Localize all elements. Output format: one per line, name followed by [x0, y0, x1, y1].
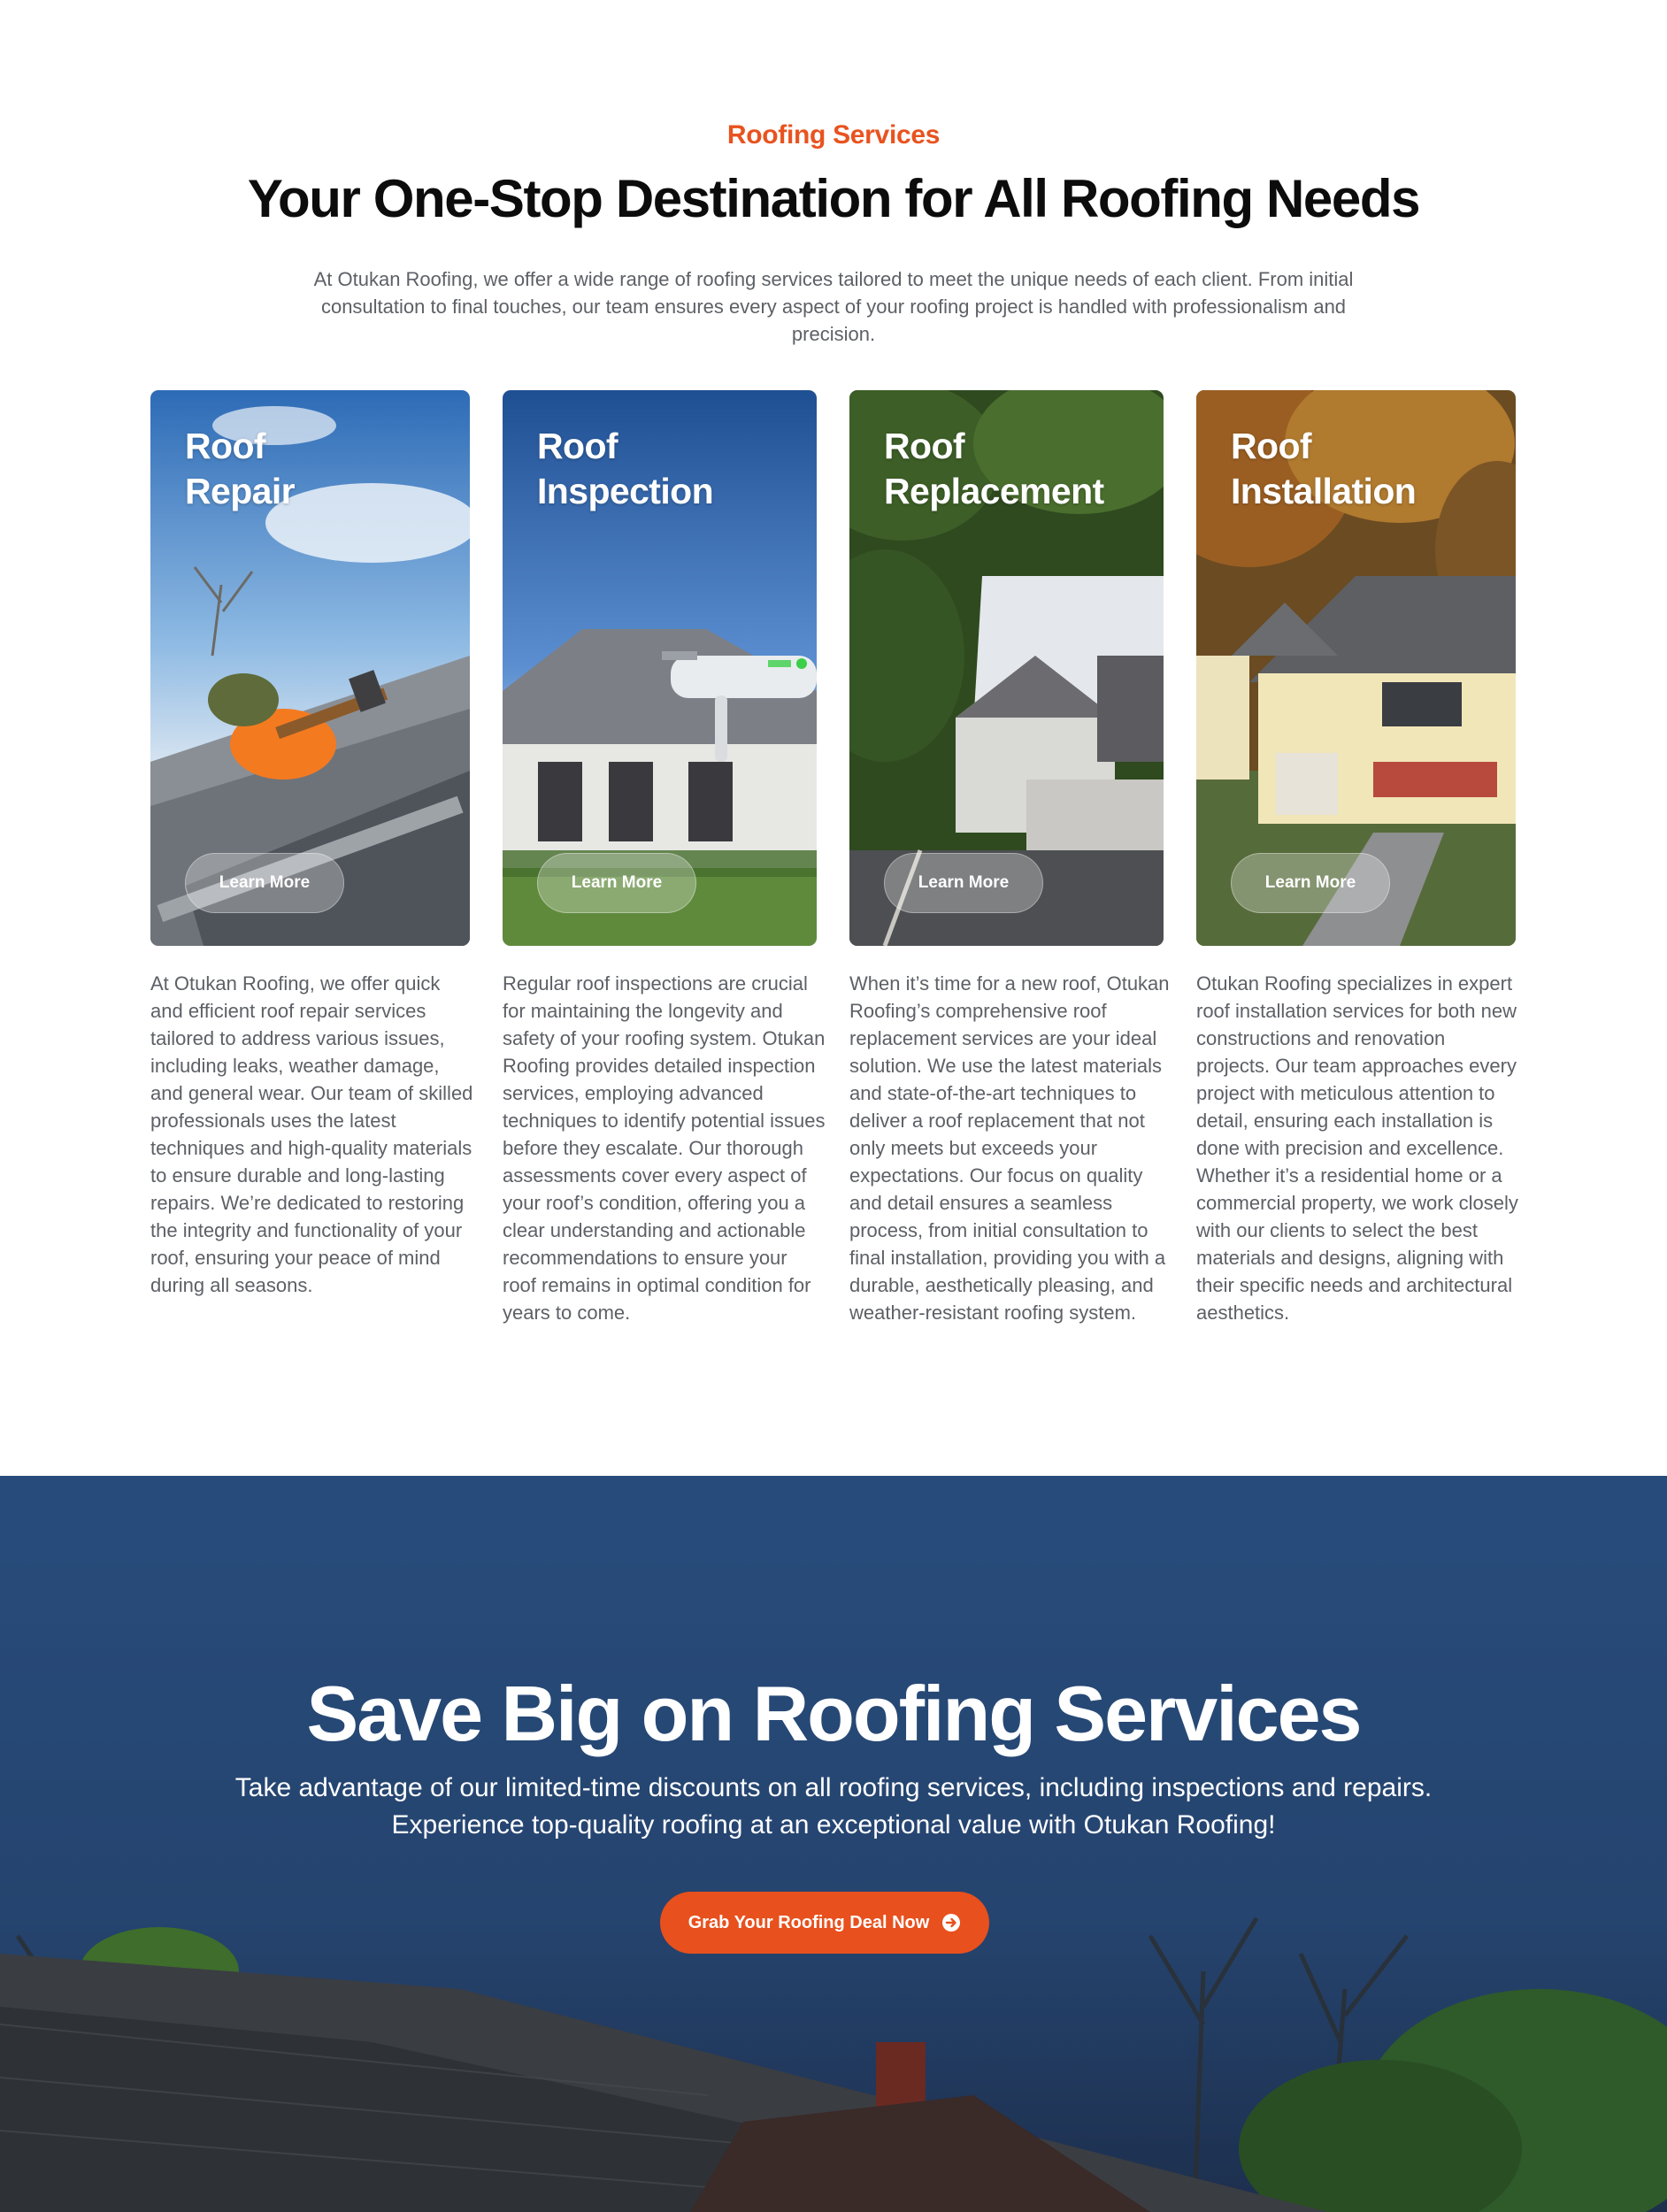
card-title-line: Roof — [185, 426, 265, 466]
promo-background-image — [0, 1476, 1667, 2212]
cta-label: Grab Your Roofing Deal Now — [688, 1912, 930, 1932]
card-title — [1231, 424, 1496, 514]
promo-subtitle-line: Take advantage of our limited-time discounts on all roofing services, including inspections and repairs. — [234, 1773, 1433, 1802]
learn-more-button[interactable]: Learn More — [1231, 853, 1390, 913]
section-title: Your One-Stop Destination for All Roofing Needs — [247, 169, 1420, 228]
learn-more-button[interactable]: Learn More — [537, 853, 696, 913]
section-intro: At Otukan Roofing, we offer a wide range of roofing services tailored to meet the unique needs of each client. From initial consultation to final touches, our team ensures every aspect of your roofing project is handled with professionalism and precision. — [313, 268, 1354, 345]
learn-more-button[interactable]: Learn More — [185, 853, 344, 913]
service-cards — [0, 390, 1667, 1399]
card-roof-installation[interactable] — [1196, 390, 1516, 946]
promo-title: Save Big on Roofing Services — [306, 1670, 1361, 1757]
grab-deal-button[interactable] — [660, 1892, 989, 1954]
card-description: When it’s time for a new roof, Otukan Roofing’s comprehensive roof replacement services are your ideal solution. We use the latest materials and state-of-the-art techniques to deliver a roof replacement that not only meets but exceeds your expectations. Our focus on quality and detail ensures a seamless process, from initial consultation to final installation, providing you with a durable, aesthetically pleasing, and weather-resistant roofing system. — [849, 972, 1170, 1324]
card-title-line: Roof — [884, 426, 964, 466]
promo-subtitle — [177, 1770, 1490, 1844]
card-title-line: Inspection — [537, 471, 714, 511]
card-title-line: Repair — [185, 471, 296, 511]
card-title-line: Installation — [1231, 471, 1417, 511]
card-title — [884, 424, 1149, 514]
card-roof-inspection[interactable] — [503, 390, 817, 946]
card-roof-replacement[interactable] — [849, 390, 1164, 946]
card-description: Otukan Roofing specializes in expert roof installation services for both new constructions and renovation projects. Our team approaches every project with meticulous attention to detail, ensuring each installation is done with precision and excellence. Whether it’s a residential home or a commercial property, we work closely with our clients to select the best materials and designs, aligning with their specific needs and architectural aesthetics. — [1196, 972, 1518, 1324]
card-title-line: Roof — [537, 426, 618, 466]
arrow-circle-right-icon — [941, 1913, 961, 1932]
card-title — [185, 424, 450, 514]
learn-more-button[interactable]: Learn More — [884, 853, 1043, 913]
card-title-line: Roof — [1231, 426, 1311, 466]
promo-subtitle-line: Experience top-quality roofing at an exceptional value with Otukan Roofing! — [391, 1810, 1276, 1839]
card-title — [537, 424, 803, 514]
card-description: Regular roof inspections are crucial for maintaining the longevity and safety of your roofing system. Otukan Roofing provides detailed inspection services, employing advanced techniques to identify potential issues before they escalate. Our thorough assessments cover every aspect of your roof’s condition, offering you a clear understanding and actionable recommendations to ensure your roof remains in optimal condition for years to come. — [503, 972, 826, 1324]
card-title-line: Replacement — [884, 471, 1104, 511]
promo-banner — [0, 1476, 1667, 2212]
card-description: At Otukan Roofing, we offer quick and efficient roof repair services tailored to address various issues, including leaks, weather damage, and general wear. Our team of skilled professionals uses the latest techniques and high-quality materials to ensure durable and long-lasting repairs. We’re dedicated to restoring the integrity and functionality of your roof, ensuring your peace of mind during all seasons. — [150, 972, 473, 1296]
card-roof-repair[interactable] — [150, 390, 470, 946]
section-eyebrow: Roofing Services — [726, 120, 941, 150]
